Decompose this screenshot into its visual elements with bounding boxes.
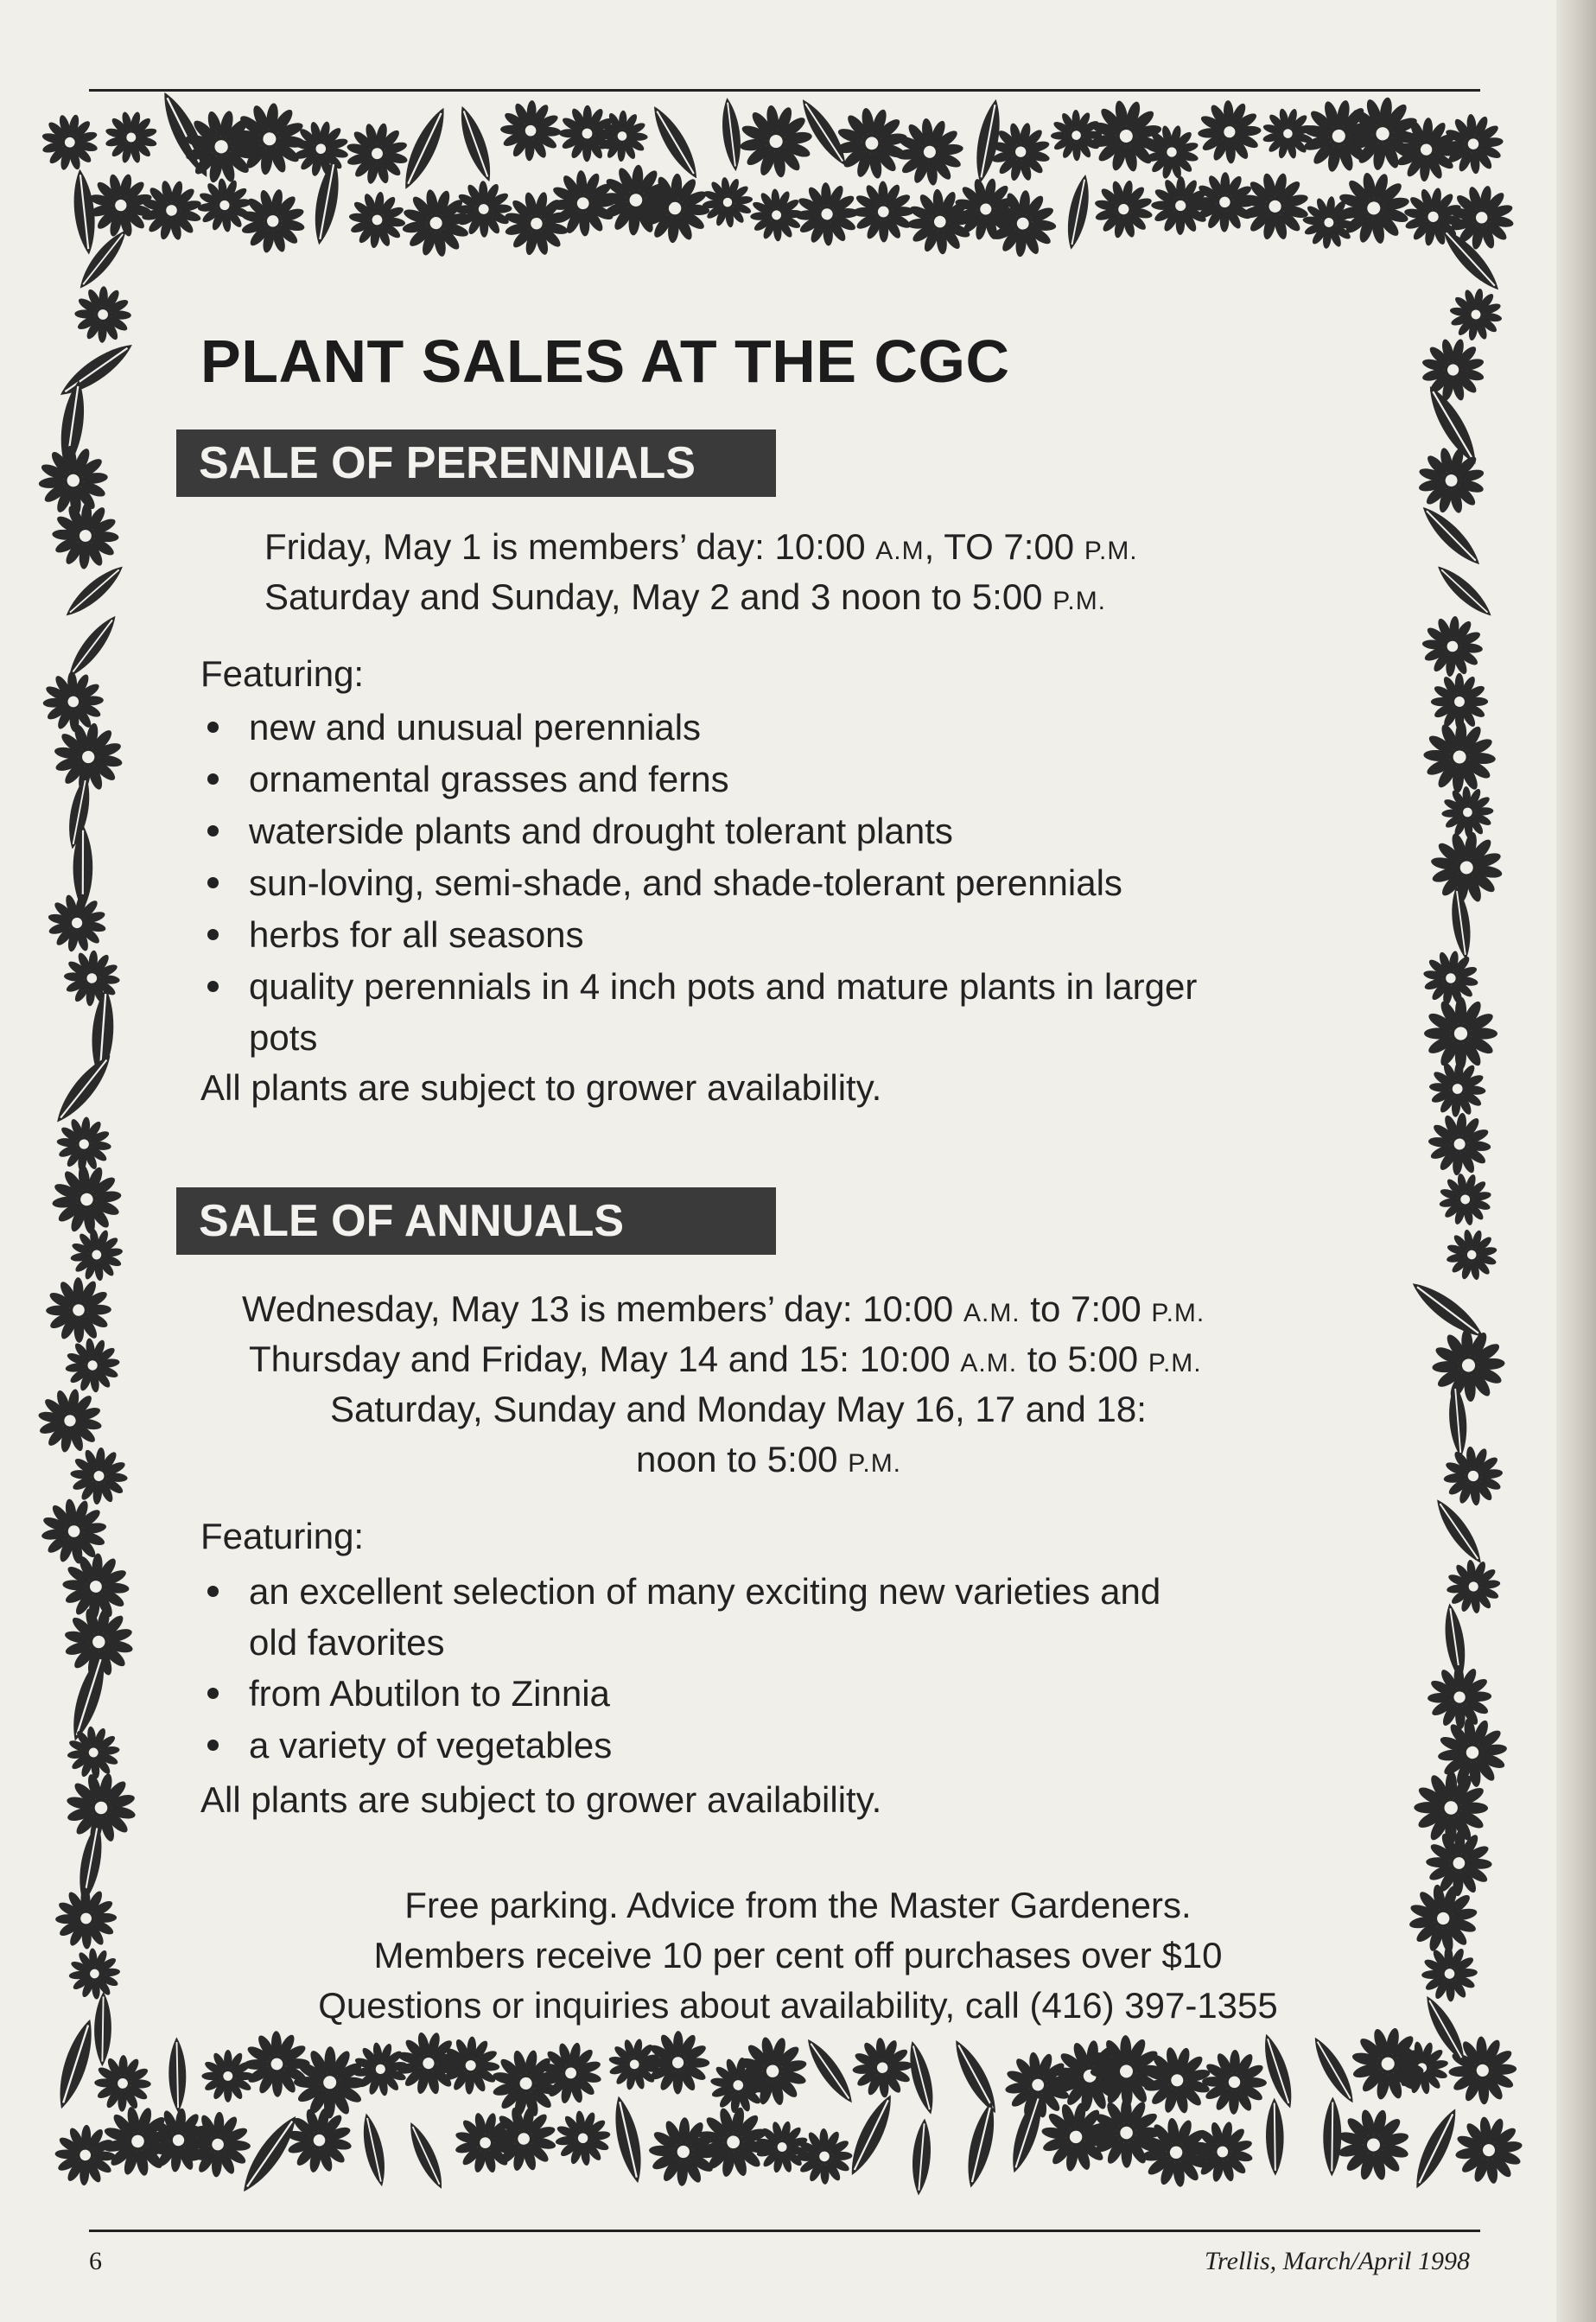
annuals-feature-list [200,1566,1160,1772]
bullet-icon [207,773,219,785]
discount-note: Members receive 10 per cent off purchases over $10 [373,1935,1223,1975]
list-item: waterside plants and drought tolerant plants [200,805,1197,857]
perennials-members-day: Friday, May 1 is members’ day: 10:00 A.M, TO 7:00 P.M. [264,526,1138,567]
annuals-weekend-hours: noon to 5:00 P.M. [636,1439,902,1479]
annuals-weekend-days: Saturday, Sunday and Monday May 16, 17 and 18: [330,1389,1147,1429]
list-item: from Abutilon to Zinnia [200,1668,1160,1720]
bullet-icon [207,1586,219,1597]
list-item: an excellent selection of many exciting new varieties and old favorites [200,1566,1160,1668]
list-item: new and unusual perennials [200,702,1197,754]
perennials-featuring-label: Featuring: [200,653,365,694]
publication-line: Trellis, March/April 1998 [1205,2247,1470,2275]
perennials-weekend-hours: Saturday and Sunday, May 2 and 3 noon to 5:00 P.M. [264,576,1107,617]
list-item: ornamental grasses and ferns [200,754,1197,805]
page-title: PLANT SALES AT THE CGC [200,328,1010,395]
bottom-rule [89,2230,1480,2232]
bullet-icon [207,1740,219,1751]
parking-note: Free parking. Advice from the Master Gardeners. [404,1885,1192,1925]
bullet-icon [207,722,219,733]
annuals-members-day: Wednesday, May 13 is members’ day: 10:00 A.M. to 7:00 P.M. [242,1288,1205,1329]
bullet-icon [207,825,219,837]
annuals-weekday-hours: Thursday and Friday, May 14 and 15: 10:00 A.M. to 5:00 P.M. [249,1339,1202,1379]
perennials-availability-note: All plants are subject to grower availability. [200,1067,882,1108]
bullet-icon [207,981,219,992]
bullet-icon [207,929,219,940]
annuals-featuring-label: Featuring: [200,1516,365,1556]
list-item: quality perennials in 4 inch pots and mature plants in larger pots [200,961,1197,1063]
bullet-icon [207,1688,219,1699]
section-heading-annuals: SALE OF ANNUALS [176,1187,776,1255]
bullet-icon [207,877,219,888]
annuals-availability-note: All plants are subject to grower availability. [200,1779,882,1820]
list-item: a variety of vegetables [200,1720,1160,1772]
perennials-feature-list [200,702,1197,1063]
inquiries-note: Questions or inquiries about availability, call (416) 397-1355 [318,1985,1278,2026]
list-item: sun-loving, semi-shade, and shade-tolerant perennials [200,857,1197,909]
list-item: herbs for all seasons [200,909,1197,961]
page-number: 6 [89,2247,102,2275]
section-heading-perennials: SALE OF PERENNIALS [176,429,776,497]
